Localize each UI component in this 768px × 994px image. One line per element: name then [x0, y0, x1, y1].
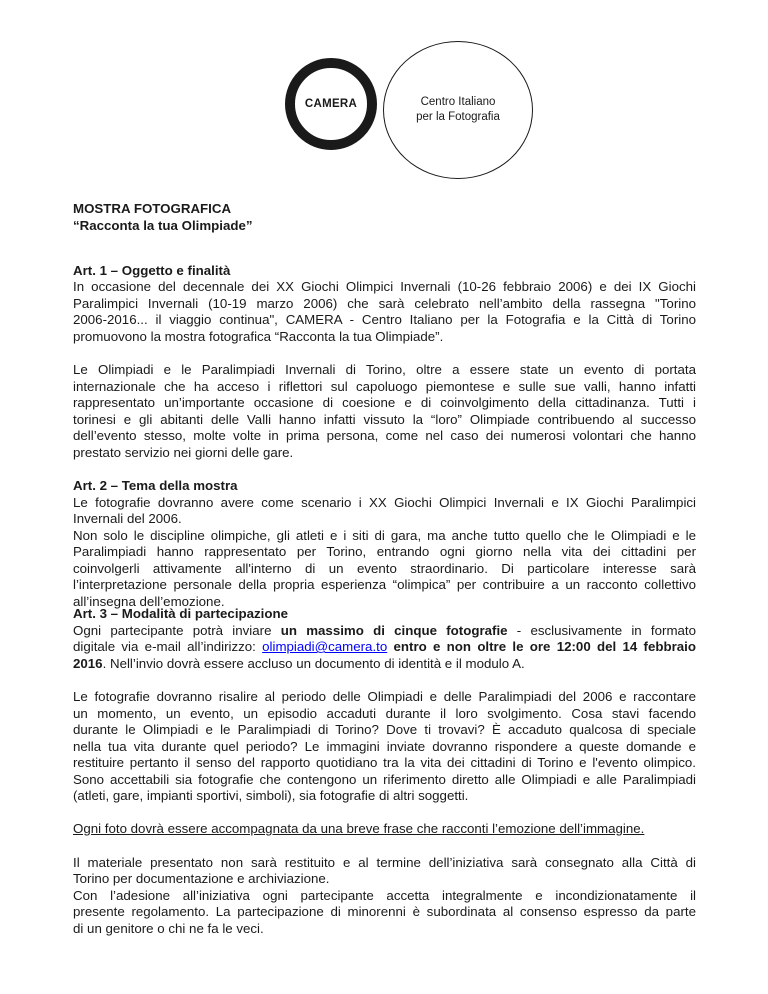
text: - esclusivamente in formato [507, 623, 697, 638]
text: Ogni partecipante potrà inviare [73, 623, 281, 638]
art2-line: Non solo le discipline olimpiche, gli atleti e i siti di gara, ma anche tutto quello che le Olimpiadi e le [73, 528, 696, 543]
art1-p1-line: promuovono la mostra fotografica “Racconta la tua Olimpiade”. [73, 329, 444, 344]
camera-logo-text: CAMERA [304, 98, 358, 110]
art2-line: Le fotografie dovranno avere come scenario i XX Giochi Olimpici Invernali e IX Giochi Paralimpici [73, 495, 696, 510]
art1-p2-line: Le Olimpiadi e le Paralimpiadi Invernali di Torino, oltre a essere state un evento di portata [73, 362, 696, 377]
art3-p2-line: Sono accettabili sia fotografie che contengono un riferimento diretto alle Olimpiadi e alle Paralimpiadi [73, 772, 696, 787]
email-link[interactable]: olimpiadi@camera.to [262, 639, 388, 654]
deadline-emphasis: entro e non oltre le ore 12:00 del 14 febbraio [387, 639, 696, 654]
art3-p2-line: nella tua vita durante quel periodo? Le immagini inviate dovranno rispondere a queste domande e [73, 739, 696, 754]
art1-p2-line: internazionale che ha acceso i riflettori sul capoluogo piemontese e sulle sue valli, hanno infatti [73, 379, 696, 394]
logo-subtitle-line2: per la Fotografia [416, 111, 500, 123]
deadline-year: 2016 [73, 656, 103, 671]
document-subtitle: “Racconta la tua Olimpiade” [73, 218, 253, 233]
art3-p2-line: un momento, un evento, un episodio accaduti durante il loro svolgimento. Cosa stavi facendo [73, 706, 696, 721]
logo-subtitle-line1: Centro Italiano [420, 96, 496, 108]
art3-p3-line: Con l’adesione all’iniziativa ogni partecipante accetta integralmente e incondizionatamente il [73, 888, 696, 903]
art3-intro-line1 [73, 623, 696, 639]
art3-intro-line2 [73, 639, 696, 655]
art1-p2-line: prestato servizio nei giorni delle gare. [73, 445, 294, 460]
art1-p1-line: Paralimpici Invernali (10-19 marzo 2006) che sarà celebrato nell’ambito della rassegna "Torino [73, 296, 696, 311]
art1-p2-line: rappresentato un’importante occasione di coesione e di coinvolgimento della cittadinanza. Tutti i [73, 395, 696, 410]
art1-p1-line: 2006-2016... il viaggio continua", CAMERA - Centro Italiano per la Fotografia e la Città di Torino [73, 312, 696, 327]
art3-p3-line: Torino per documentazione e archiviazione. [73, 871, 330, 886]
art2-heading: Art. 2 – Tema della mostra [73, 478, 238, 493]
logo-subtitle [383, 41, 533, 179]
art3-p3-line: di un genitore o chi ne fa le veci. [73, 921, 264, 936]
art3-p2-line: (atleti, gare, impianti sportivi, simboli), sia fotografie di altri soggetti. [73, 788, 469, 803]
max-photos-emphasis: un massimo di cinque fotografie [280, 623, 508, 638]
art3-p2-line: restituire pertanto il senso del rapporto quotidiano tra la vita dei cittadini di Torino e l'evento olimpico. [73, 755, 696, 770]
caption-requirement: Ogni foto dovrà essere accompagnata da una breve frase che racconti l’emozione dell’immagine. [73, 821, 645, 836]
art1-p1-line: In occasione del decennale dei XX Giochi Olimpici Invernali (10-26 febbraio 2006) e dei IX Giochi [73, 279, 696, 294]
art2-line: all’insegna dell’emozione. [73, 594, 225, 609]
art2-line: Invernali del 2006. [73, 511, 182, 526]
document-title: MOSTRA FOTOGRAFICA [73, 201, 232, 216]
art3-heading: Art. 3 – Modalità di partecipazione [73, 606, 289, 621]
art2-line: coinvolgerli attivamente all'interno di un evento straordinario. Di particolare interesse sarà [73, 561, 696, 576]
text: . Nell’invio dovrà essere accluso un documento di identità e il modulo A. [102, 656, 525, 671]
art3-p3-line: presente regolamento. La partecipazione di minorenni è subordinata al consenso espresso da parte [73, 904, 696, 919]
art1-p2-line: dell’evento stesso, molte volte in prima persona, come nel caso dei numerosi volontari che hanno [73, 428, 696, 443]
art3-p2-line: durante le Olimpiadi e le Paralimpiadi di Torino? Dove ti trovavi? È accaduto qualcosa di speciale [73, 722, 696, 737]
art1-heading: Art. 1 – Oggetto e finalità [73, 263, 231, 278]
art3-intro-line3 [73, 656, 696, 672]
art2-line: Paralimpiadi hanno rappresentato per Torino, entrando ogni giorno nella vita dei cittadini per [73, 544, 696, 559]
art1-p2-line: torinesi e gli abitanti delle Valli hanno infatti vissuto la “loro” Olimpiade contribuendo al successo [73, 412, 696, 427]
text: digitale via e-mail all’indirizzo: [73, 639, 263, 654]
art3-p3-line: Il materiale presentato non sarà restituito e al termine dell’iniziativa sarà consegnato alla Città di [73, 855, 696, 870]
art2-line: l’interpretazione personale della propria esperienza “olimpica” per contribuire a un racconto collettivo [73, 577, 696, 592]
art3-p2-line: Le fotografie dovranno risalire al periodo delle Olimpiadi e delle Paralimpiadi del 2006 e raccontare [73, 689, 696, 704]
